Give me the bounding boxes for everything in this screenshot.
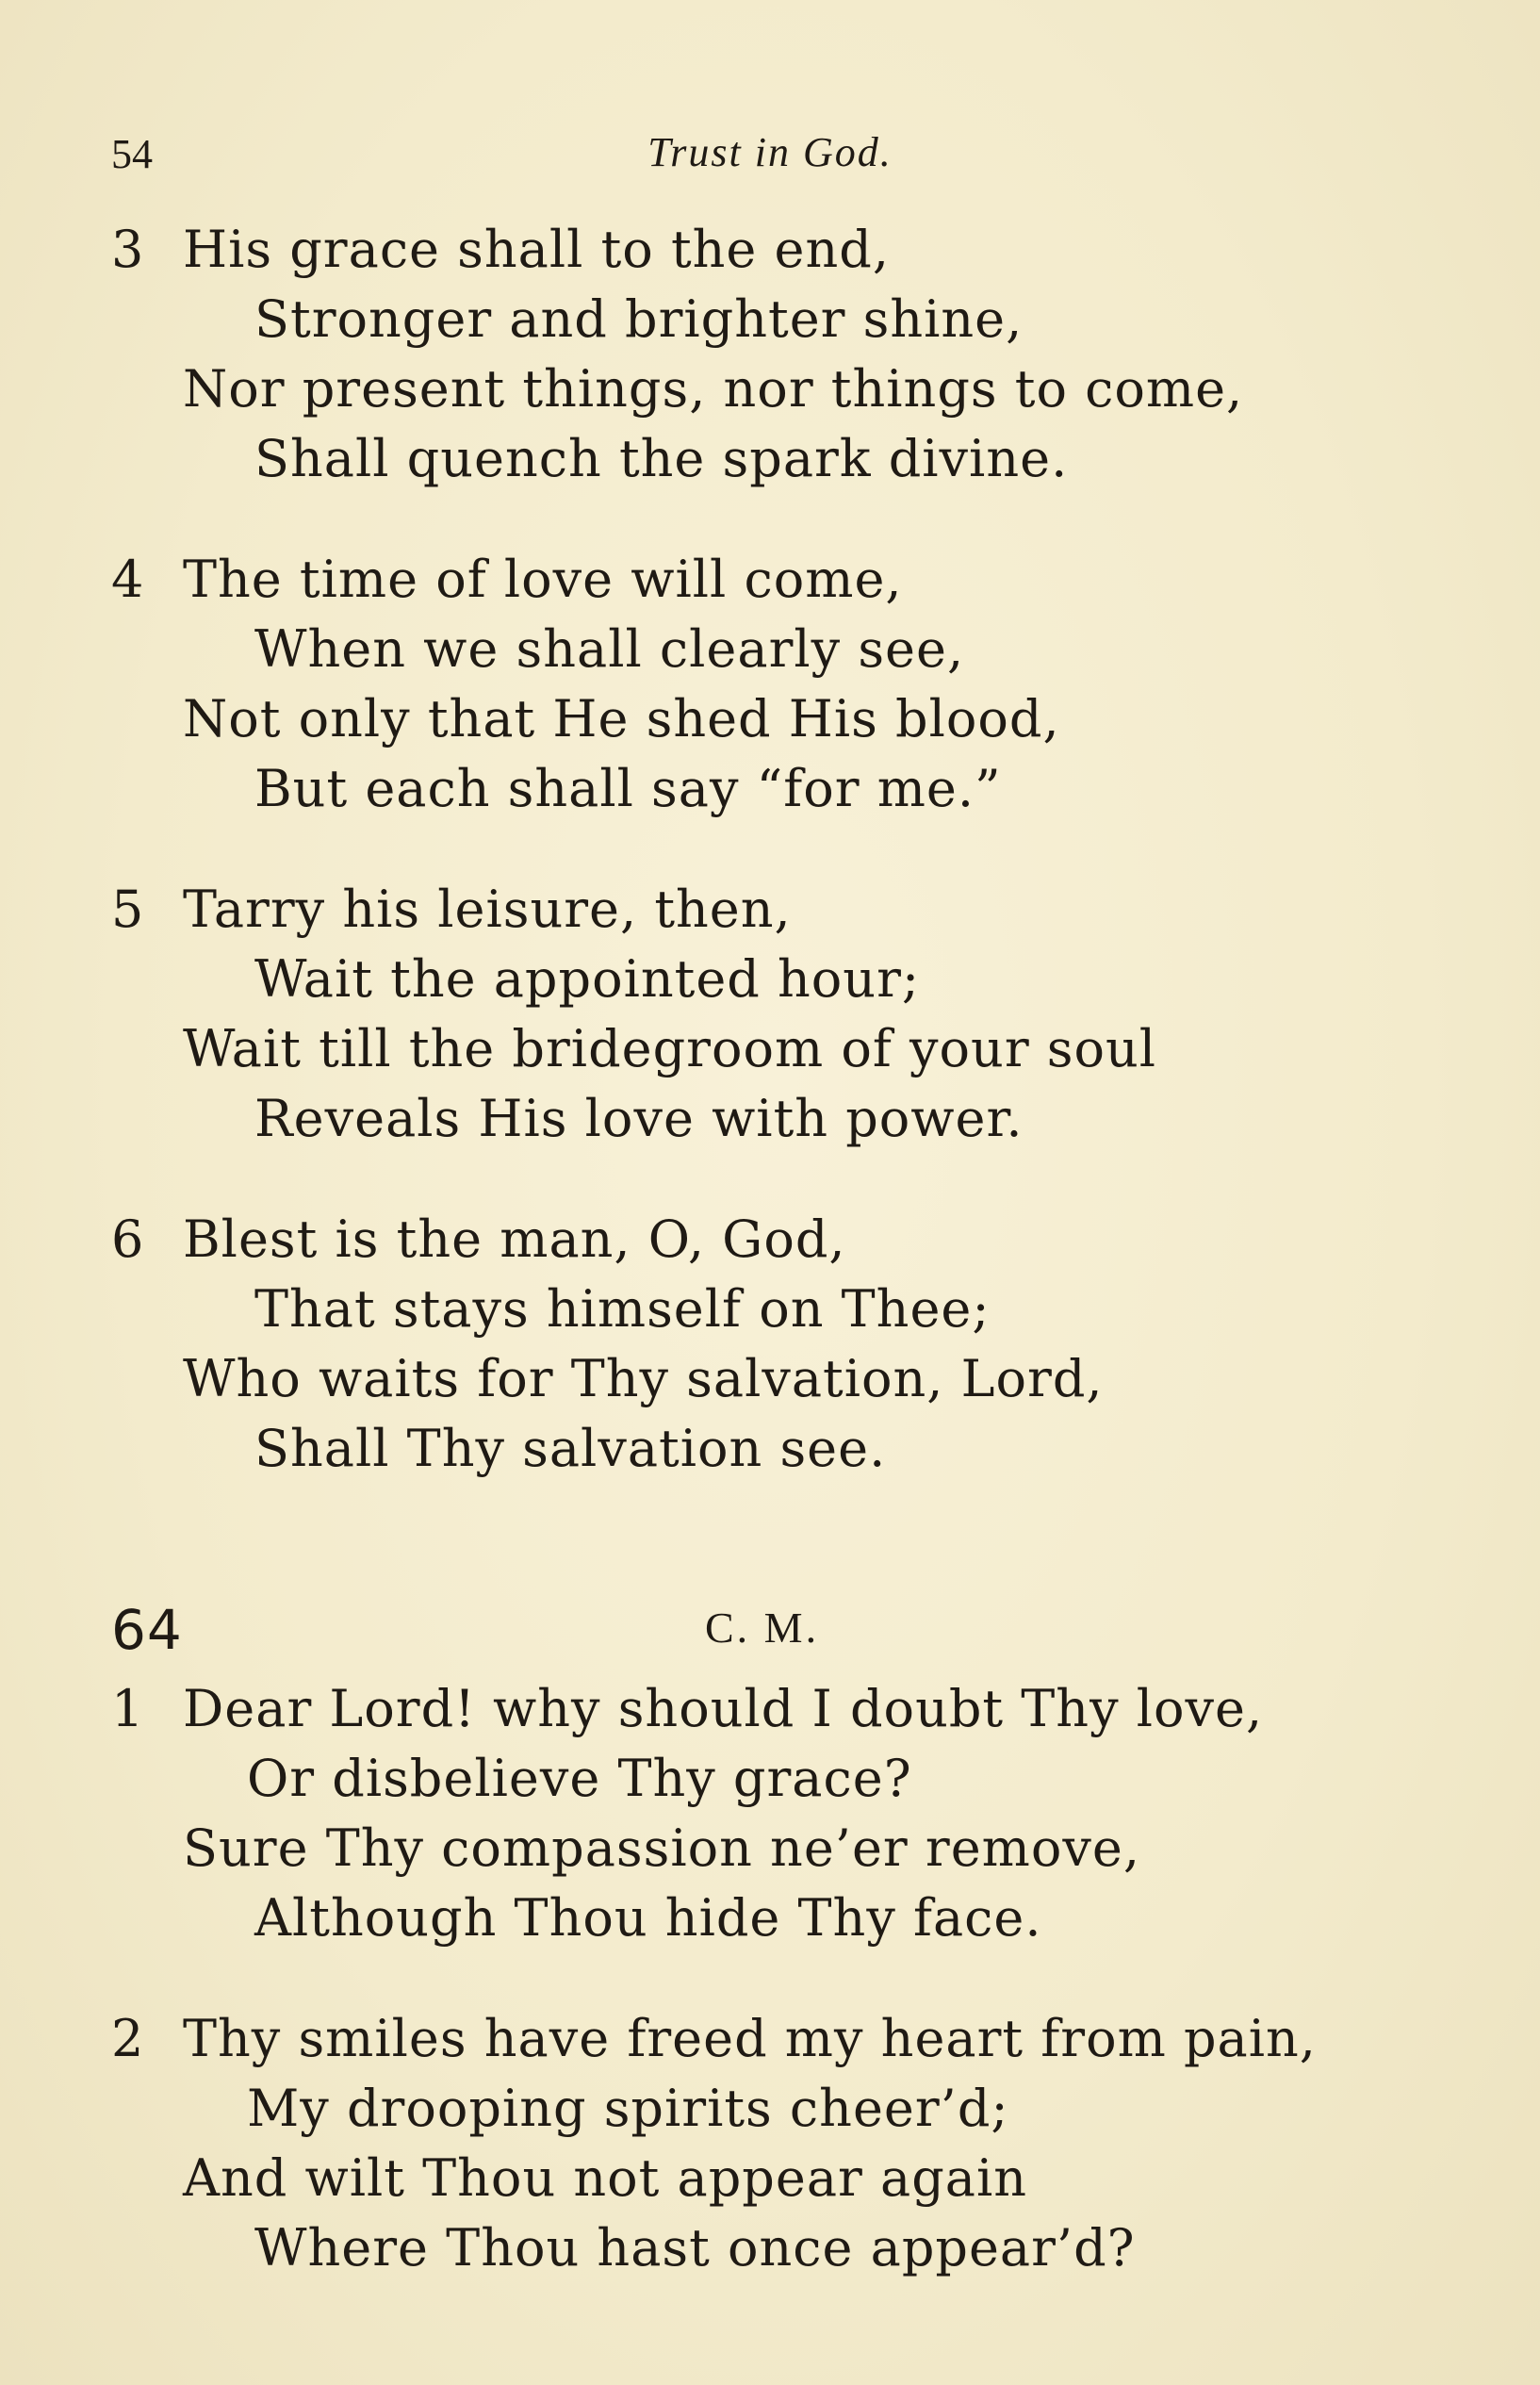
verse-line: Although Thou hide Thy face. — [254, 1888, 1042, 1948]
verse-line: Where Thou hast once appear’d? — [254, 2218, 1136, 2278]
verse-line: Stronger and brighter shine, — [254, 289, 1024, 349]
verse-line: Reveals His love with power. — [254, 1089, 1024, 1148]
verse-line: Shall quench the spark divine. — [254, 429, 1069, 488]
verse-line: Thy smiles have freed my heart from pain, — [183, 2009, 1317, 2068]
verse-number: 6 — [111, 1209, 144, 1269]
hymn-meter: C. M. — [705, 1604, 820, 1652]
verse-line: Wait the appointed hour; — [254, 949, 921, 1009]
verse-line: My drooping spirits cheer’d; — [247, 2079, 1009, 2138]
page-number: 54 — [111, 131, 153, 177]
running-title: Trust in God. — [647, 129, 893, 175]
verse-line: But each shall say “for me.” — [254, 759, 1002, 818]
verse-line: The time of love will come, — [183, 550, 903, 609]
verse-line: Tarry his leisure, then, — [183, 880, 792, 939]
verse-line: Nor present things, nor things to come, — [183, 359, 1244, 419]
verse-number: 2 — [111, 2009, 144, 2068]
verse-line: Wait till the bridegroom of your soul — [183, 1019, 1157, 1078]
verse-line: That stays himself on Thee; — [254, 1279, 991, 1339]
verse-line: And wilt Thou not appear again — [183, 2148, 1028, 2208]
verse-line: Who waits for Thy salvation, Lord, — [183, 1349, 1104, 1408]
verse-number: 4 — [111, 550, 144, 609]
verse-line: Shall Thy salvation see. — [254, 1419, 887, 1478]
verse-number: 1 — [111, 1679, 144, 1738]
verse-line: Sure Thy compassion ne’er remove, — [183, 1818, 1140, 1878]
verse-line: Blest is the man, O, God, — [183, 1209, 846, 1269]
verse-line: Or disbelieve Thy grace? — [247, 1749, 912, 1808]
hymn-number: 64 — [111, 1598, 183, 1662]
verse-number: 5 — [111, 880, 144, 939]
verse-line: His grace shall to the end, — [183, 220, 891, 279]
verse-line: When we shall clearly see, — [254, 619, 965, 679]
verse-number: 3 — [111, 220, 144, 279]
verse-line: Dear Lord! why should I doubt Thy love, — [183, 1679, 1264, 1738]
verse-line: Not only that He shed His blood, — [183, 689, 1060, 748]
